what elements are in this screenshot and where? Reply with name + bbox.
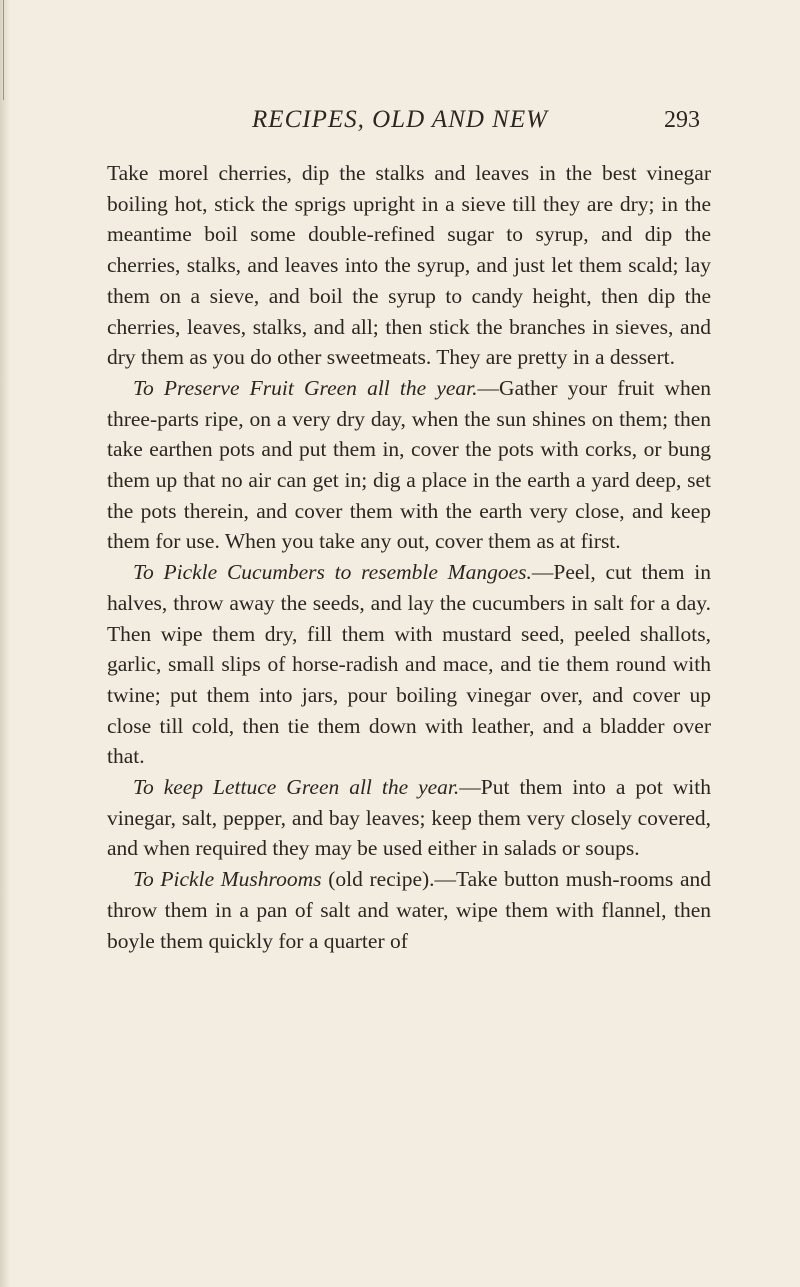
recipe-title: To Pickle Cucumbers to resemble Mangoes. xyxy=(133,560,532,585)
page-number: 293 xyxy=(664,107,700,133)
paragraph-text: —Gather your fruit when three-parts ripe, on a very dry day, when the sun shines on them; then take earthen pots and put them in, cover the pots with corks, or bung them up that no air can get in; dig a place in the earth a yard deep, set the pots therein, and cover them with the earth very close, and keep them for use. When you take any out, cover them as at first. xyxy=(107,375,711,554)
page-header xyxy=(0,104,800,140)
page-edge-line xyxy=(3,0,4,100)
paragraph-text: —Put them into a pot with vinegar, salt, pepper, and bay leaves; keep them very closely covered, and when required they may be used either in salads or soups. xyxy=(107,775,711,861)
paragraph-morel-cherries xyxy=(107,158,711,373)
paragraph-pickle-cucumbers xyxy=(107,557,711,772)
paragraph-pickle-mushrooms xyxy=(107,864,711,956)
recipe-title: To keep Lettuce Green all the year. xyxy=(133,775,460,800)
recipe-title: To Preserve Fruit Green all the year. xyxy=(133,375,478,400)
page-edge-shadow xyxy=(0,0,10,1287)
paragraph-keep-lettuce xyxy=(107,772,711,864)
paragraph-text: (old recipe).—Take button mush-rooms and throw them in a pan of salt and water, wipe them with flannel, then boyle them quickly for a quarter of xyxy=(107,867,712,953)
body-text xyxy=(107,158,711,956)
paragraph-text: Take morel cherries, dip the stalks and leaves in the best vinegar boiling hot, stick the sprigs upright in a sieve till they are dry; in the meantime boil some double-refined sugar to syrup, and dip the cherries, stalks, and leaves into the syrup, and just let them scald; lay them on a sieve, and boil the syrup to candy height, then dip the cherries, leaves, stalks, and all; then stick the branches in sieves, and dry them as you do other sweetmeats. They are pretty in a dessert. xyxy=(107,161,711,370)
paragraph-preserve-fruit xyxy=(107,373,711,557)
recipe-title: To Pickle Mushrooms xyxy=(133,867,322,892)
paragraph-text: —Peel, cut them in halves, throw away the seeds, and lay the cucumbers in salt for a day. Then wipe them dry, fill them with mustard seed, peeled shallots, garlic, small slips of horse-radish and mace, and tie them round with twine; put them into jars, pour boiling vinegar over, and cover up close till cold, then tie them down with leather, and a bladder over that. xyxy=(107,560,711,769)
running-head: RECIPES, OLD AND NEW xyxy=(252,106,548,133)
